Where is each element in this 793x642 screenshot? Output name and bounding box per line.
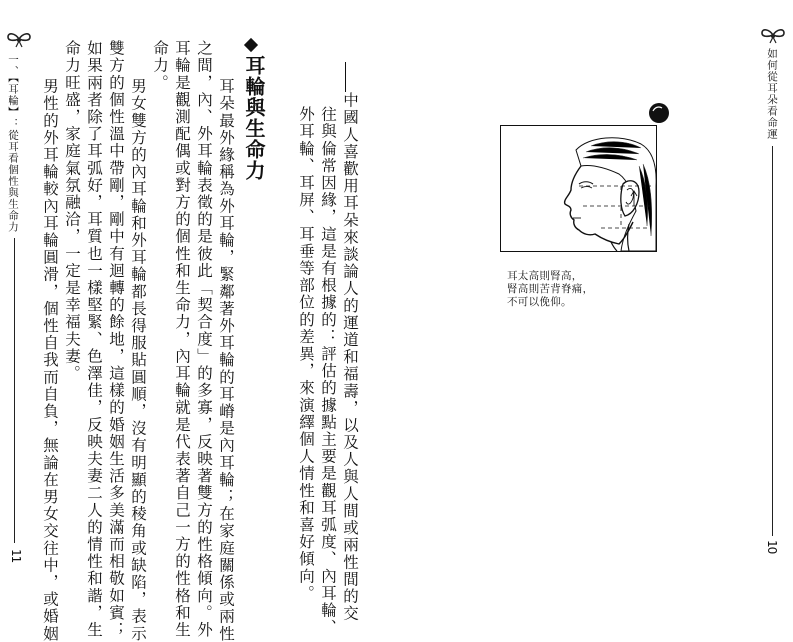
body-line: 命力旺盛，家庭氣氛融洽，一定是幸福夫妻。 <box>63 40 81 382</box>
header-rule <box>14 238 15 543</box>
body-line: 往與倫常因緣，這是有根據的：評估的據點主要是觀耳弧度、內耳輪、 <box>319 106 337 637</box>
body-line: 男性的外耳輪較內耳輪圓滑，個性自我而自負，無論在男女交往中，或婚姻 <box>41 78 59 642</box>
figure-caption-line: 耳太高則腎高， <box>507 270 583 282</box>
figure-caption-line: 腎高則苦背脊痛， <box>507 283 594 295</box>
figure-caption-line: 不可以俛仰。 <box>507 296 572 308</box>
body-line: 耳輪是觀測配偶或對方的個性和生命力，內耳輪就是代表著自己一方的性格和生 <box>173 40 191 639</box>
body-line: 之間，內、外耳輪表徵的是彼此「契合度」的多寡，反映著雙方的性格傾向。外 <box>195 40 213 639</box>
body-line: 命力。 <box>151 40 169 92</box>
ornament-icon <box>760 26 786 44</box>
body-line: 雙方的個性溫中帶剛，剛中有迴轉的餘地，這樣的婚姻生活多美滿而相敬如賓； <box>107 40 125 639</box>
running-header: 如何從耳朵看命運 <box>766 48 778 140</box>
header-rule <box>772 146 773 536</box>
body-line: 如果兩者除了耳弧好，耳質也一樣堅緊、色澤佳，反映夫妻二人的情性和諧，生 <box>85 40 103 639</box>
black-dot-icon <box>647 101 671 125</box>
section-heading: 耳輪與生命力 <box>242 55 266 181</box>
body-line: 外耳輪、耳屏、耳垂等部位的差異，來演繹個人情性和喜好傾向。 <box>297 106 315 602</box>
ornament-icon <box>6 30 32 48</box>
body-line: 中國人喜歡用耳朵來談論人的運道和福壽，以及人與人間或兩性間的交 <box>341 92 359 623</box>
diamond-bullet-icon <box>243 37 259 53</box>
head-profile-illustration <box>501 126 656 251</box>
page-number: 11 <box>9 549 23 563</box>
figure-ear-illustration <box>500 125 657 252</box>
body-line: 耳朵最外緣稱為外耳輪，緊鄰著外耳輪的耳嵴是內耳輪；在家庭關係或兩性 <box>217 78 235 642</box>
lead-rule <box>345 62 346 92</box>
page-number: 10 <box>765 540 779 554</box>
body-line: 男女雙方的內耳輪和外耳輪都長得服貼圓順，沒有明顯的稜角或缺陷，表示 <box>129 78 147 642</box>
running-header: 一、【耳輪】：從耳看個性與生命力 <box>7 54 19 233</box>
